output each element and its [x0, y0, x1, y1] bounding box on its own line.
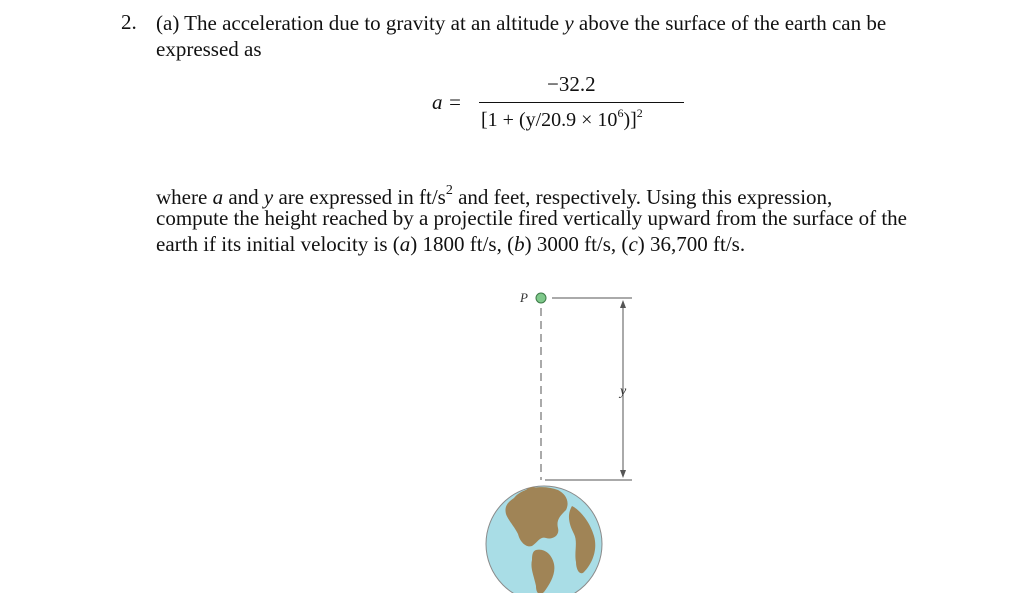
arrow-down-icon: [620, 470, 626, 478]
formula-numerator: −32.2: [547, 72, 596, 96]
part-a-value: ) 1800 ft/s, (: [410, 232, 515, 256]
paragraph-text: where: [156, 185, 208, 209]
part-b-label: b: [514, 232, 525, 256]
arrow-up-icon: [620, 300, 626, 308]
denominator-exponent: 6: [617, 106, 624, 120]
variable-y: y: [564, 11, 574, 35]
gravity-formula: [432, 72, 692, 142]
variable-a: a: [212, 185, 224, 209]
denominator-square: 2: [636, 106, 643, 120]
part-c-label: c: [628, 232, 638, 256]
height-y-label: y: [620, 384, 627, 399]
problem-text: above the surface of the earth can be: [578, 11, 887, 35]
paragraph-text: earth if its initial velocity is (: [156, 232, 400, 256]
projectile-icon: [536, 293, 546, 303]
earth-icon: [486, 486, 602, 593]
projectile-figure: [470, 280, 670, 593]
part-c-value: ) 36,700 ft/s.: [637, 232, 746, 256]
paragraph-line-2: compute the height reached by a projectile fired vertically upward from the surface of the: [156, 206, 908, 230]
paragraph-units: are expressed in ft/s: [278, 185, 446, 209]
problem-number: 2.: [121, 10, 137, 34]
formula-lhs: a =: [432, 90, 462, 114]
figure-drawing: [470, 280, 670, 593]
paragraph-text: and: [228, 185, 259, 209]
formula-denominator: [481, 106, 643, 132]
problem-text: (a) The acceleration due to gravity at an altitude: [156, 11, 560, 35]
problem-line-1: [156, 10, 886, 36]
problem-line-2: expressed as: [156, 37, 262, 61]
part-b-value: ) 3000 ft/s, (: [524, 232, 629, 256]
variable-y: y: [263, 185, 274, 209]
units-exponent: 2: [445, 183, 453, 198]
point-p-label: P: [520, 290, 528, 305]
fraction-bar: [479, 102, 684, 103]
denominator-main: [1 + (y/20.9 × 10: [481, 109, 618, 131]
paragraph-text: and feet, respectively. Using this expression,: [458, 185, 833, 209]
paragraph-line-3: [156, 231, 745, 257]
denominator-close: )]: [623, 109, 637, 131]
part-a-label: a: [399, 232, 411, 256]
